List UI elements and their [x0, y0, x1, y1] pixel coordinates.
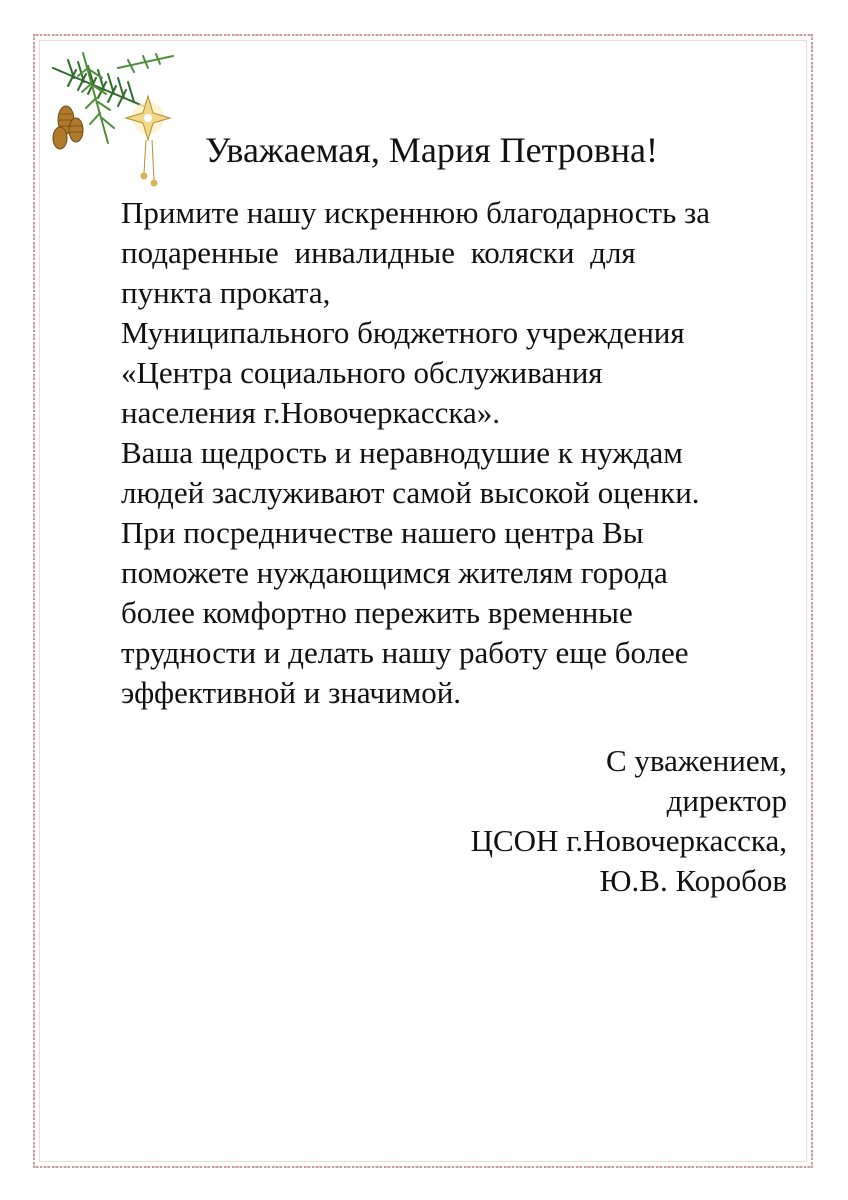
- letter-body-line: более комфортно пережить временные: [121, 595, 633, 630]
- christmas-pine-branch-with-cones-and-star-icon: [48, 48, 193, 188]
- letter-signature: [471, 741, 787, 901]
- letter-body-line: Муниципального бюджетного учреждения: [121, 315, 685, 350]
- letter-greeting: Уважаемая, Мария Петровна!: [205, 130, 659, 170]
- letter-body-line: пункта проката,: [121, 275, 331, 310]
- letter-body-line: «Центра социального обслуживания: [121, 355, 603, 390]
- signature-organization: ЦСОН г.Новочеркасска,: [470, 823, 787, 858]
- letter-body-line: Примите нашу искреннюю благодарность за: [121, 195, 710, 230]
- signature-closing: С уважением,: [606, 743, 787, 778]
- letter-body-line: людей заслуживают самой высокой оценки.: [121, 475, 700, 510]
- letter-body-line: населения г.Новочеркасска».: [121, 395, 500, 430]
- letter-body-line: поможете нуждающимся жителям города: [121, 555, 668, 590]
- letter-body-line: трудности и делать нашу работу еще более: [121, 635, 689, 670]
- letter-body-line: эффективной и значимой.: [121, 675, 462, 710]
- letter-body: [121, 193, 791, 713]
- letter-body-line: Ваша щедрость и неравнодушие к нуждам: [121, 435, 683, 470]
- letter-body-line: При посредничестве нашего центра Вы: [121, 515, 644, 550]
- signature-position: директор: [666, 783, 787, 818]
- letter-body-line: подаренные инвалидные коляски для: [121, 235, 636, 270]
- signature-name: Ю.В. Коробов: [599, 863, 787, 898]
